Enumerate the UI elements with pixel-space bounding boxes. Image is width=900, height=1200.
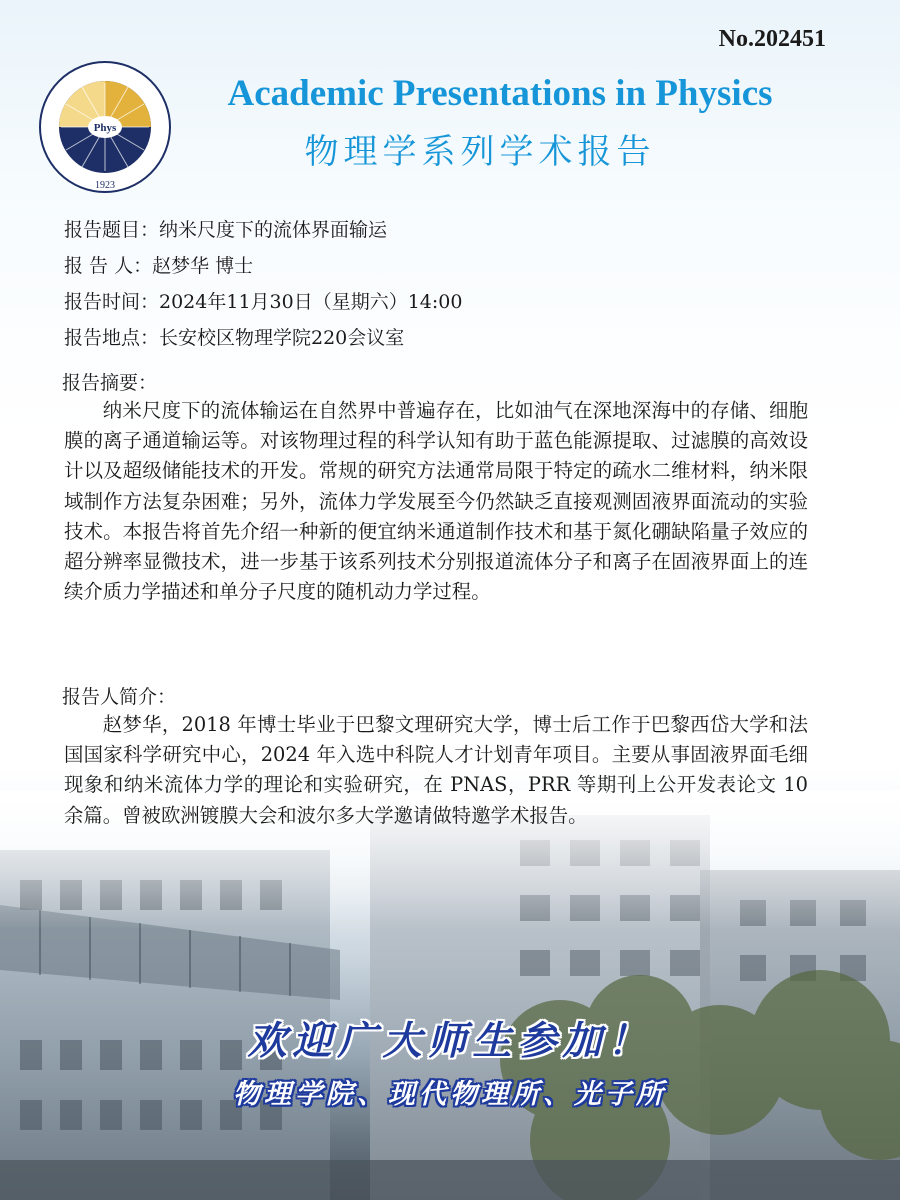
talk-info — [64, 212, 462, 356]
organizers-line: 物理学院、现代物理所、光子所 — [233, 1079, 667, 1110]
talk-speaker: 报 告 人：赵梦华 博士 — [64, 255, 254, 277]
svg-text:Phys: Phys — [93, 122, 117, 134]
title-chinese: 物理学系列学术报告 — [304, 132, 656, 172]
abstract-heading: 报告摘要： — [62, 372, 158, 394]
talk-time: 报告时间：2024年11月30日（星期六）14:00 — [64, 291, 463, 313]
talk-topic: 报告题目：纳米尺度下的流体界面输运 — [64, 219, 388, 241]
title-english: Academic Presentations in Physics — [227, 73, 773, 114]
svg-text:1923: 1923 — [95, 180, 115, 191]
bio-heading: 报告人简介： — [62, 686, 177, 708]
welcome-banner: 欢迎广大师生参加！ — [247, 1018, 653, 1064]
abstract-text: 纳米尺度下的流体输运在自然界中普遍存在，比如油气在深地深海中的存储、细胞膜的离子通道输运等。对该物理过程的科学认知有助于蓝色能源提取、过滤膜的高效设计以及超级储能技术的开发。常规的研究方法通常局限于特定的疏水二维材料，纳米限域制作方法复杂困难；另外，流体力学发展至今仍然缺乏直接观测固液界面流动的实验技术。本报告将首先介绍一种新的便宜纳米通道制作技术和基于氮化硼缺陷量子效应的超分辨率显微技术，进一步基于该系列技术分别报道流体分子和离子在固液界面上的连续介质力学描述和单分子尺度的随机动力学过程。 — [64, 399, 808, 604]
talk-venue: 报告地点：长安校区物理学院220会议室 — [64, 327, 405, 349]
bio-text: 赵梦华，2018 年博士毕业于巴黎文理研究大学，博士后工作于巴黎西岱大学和法国国家科学研究中心，2024 年入选中科院人才计划青年项目。主要从事固液界面毛细现象和纳米流体力学的理论和实验研究，在 PNAS，PRR 等期刊上公开发表论文 10 余篇。曾被欧洲镀膜大会和波尔多大学邀请做特邀学术报告。 — [64, 713, 808, 827]
serial-number: No.202451 — [718, 26, 826, 52]
university-seal-logo — [38, 60, 172, 194]
